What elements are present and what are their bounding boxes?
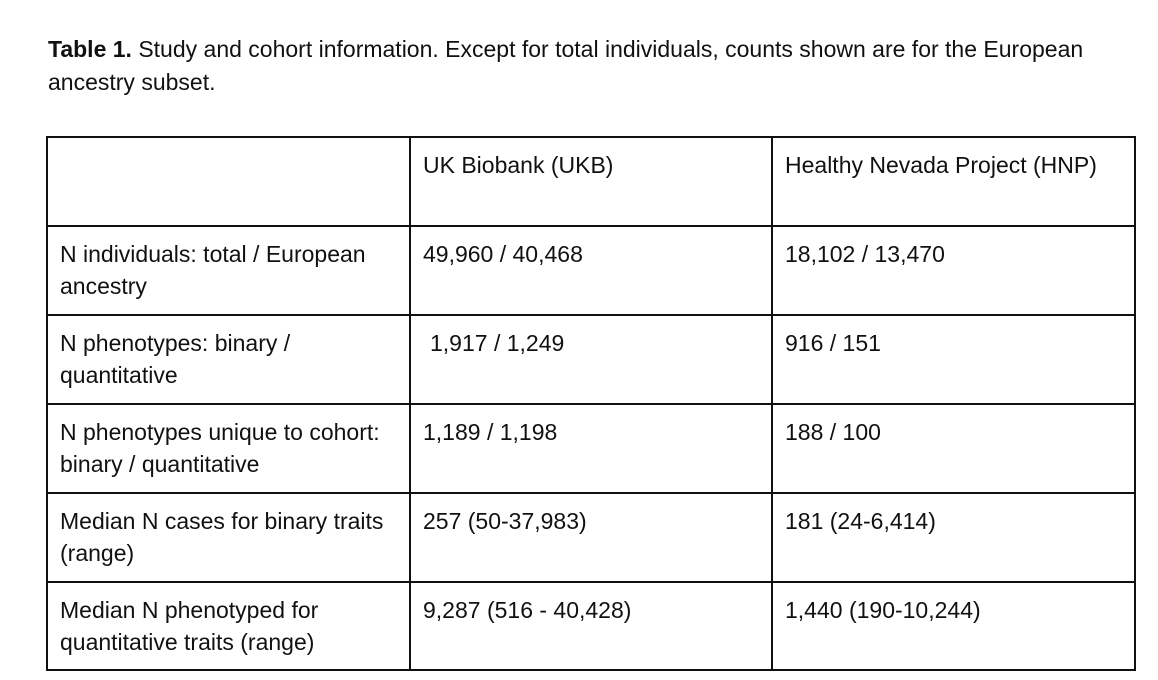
row-label-cell: N phenotypes unique to cohort: binary / quantitative (47, 404, 410, 493)
table-row (47, 404, 1135, 493)
ukb-value-cell: 1,189 / 1,198 (410, 404, 772, 493)
table-row (47, 582, 1135, 670)
ukb-value-cell: 49,960 / 40,468 (410, 226, 772, 315)
row-label-cell: Median N cases for binary traits (range) (47, 493, 410, 582)
ukb-value-cell: 9,287 (516 - 40,428) (410, 582, 772, 670)
table-row (47, 493, 1135, 582)
table-row (47, 315, 1135, 404)
ukb-value-cell: 1,917 / 1,249 (410, 315, 772, 404)
hnp-value-cell: 18,102 / 13,470 (772, 226, 1135, 315)
table-header-row (47, 137, 1135, 226)
row-label-cell: Median N phenotyped for quantitative traits (range) (47, 582, 410, 670)
hnp-value-cell: 181 (24-6,414) (772, 493, 1135, 582)
hnp-value-cell: 916 / 151 (772, 315, 1135, 404)
ukb-value-cell: 257 (50-37,983) (410, 493, 772, 582)
caption-label: Table 1. (48, 36, 132, 62)
caption-text: Study and cohort information. Except for total individuals, counts shown are for the European ancestry subset. (48, 36, 1084, 95)
table-row (47, 226, 1135, 315)
table-caption (48, 33, 1128, 99)
hnp-value-cell: 188 / 100 (772, 404, 1135, 493)
header-cell-empty (47, 137, 410, 226)
header-cell-hnp: Healthy Nevada Project (HNP) (772, 137, 1135, 226)
row-label-cell: N individuals: total / European ancestry (47, 226, 410, 315)
hnp-value-cell: 1,440 (190-10,244) (772, 582, 1135, 670)
row-label-cell: N phenotypes: binary / quantitative (47, 315, 410, 404)
header-cell-ukb: UK Biobank (UKB) (410, 137, 772, 226)
cohort-table (46, 136, 1136, 671)
